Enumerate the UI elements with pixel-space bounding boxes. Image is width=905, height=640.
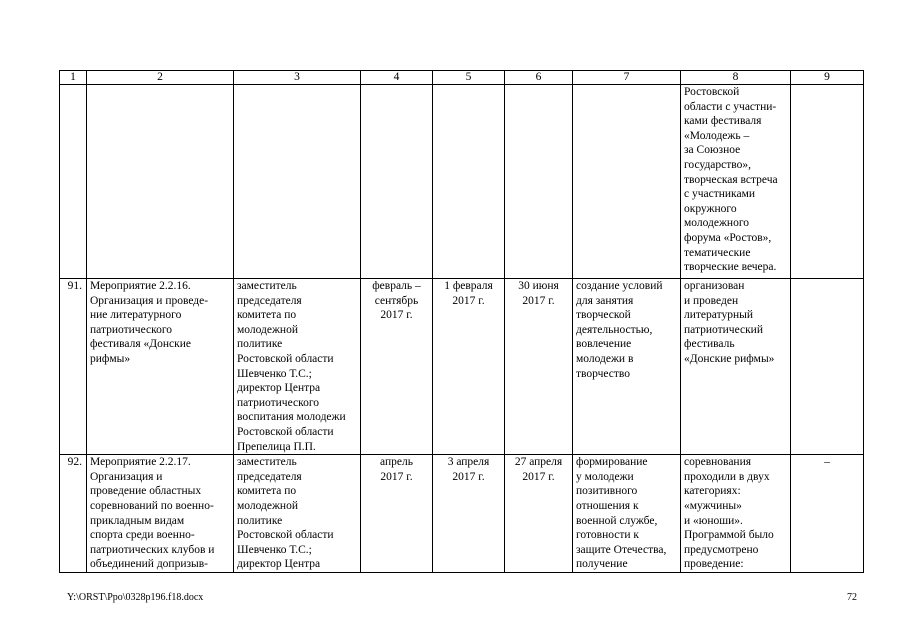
period: апрель 2017 г. xyxy=(361,455,433,573)
responsible: заместитель председателя комитета по молодежной политике Ростовской области Шевченко Т.С.; директор Центра xyxy=(234,455,361,573)
end-date: 30 июня 2017 г. xyxy=(505,279,573,455)
end-date xyxy=(505,85,573,279)
row-number xyxy=(60,85,87,279)
period: февраль – сентябрь 2017 г. xyxy=(361,279,433,455)
note: – xyxy=(791,455,864,573)
note xyxy=(791,85,864,279)
result: Ростовской области с участни- ками фестиваля «Молодежь – за Союзное государство», творческая встреча с участниками окружного молодежного форума «Ростов», тематические творческие вечера. xyxy=(681,85,791,279)
start-date xyxy=(433,85,505,279)
page-number: 72 xyxy=(847,592,857,603)
header-cell: 9 xyxy=(791,71,864,85)
header-cell: 6 xyxy=(505,71,573,85)
goal: создание условий для занятия творческой деятельностью, вовлечение молодежи в творчество xyxy=(573,279,681,455)
responsible: заместитель председателя комитета по молодежной политике Ростовской области Шевченко Т.С.; директор Центра патриотического воспитания молодежи Ростовской области Препелица П.П. xyxy=(234,279,361,455)
header-cell: 3 xyxy=(234,71,361,85)
period xyxy=(361,85,433,279)
goal: формирование у молодежи позитивного отношения к военной службе, готовности к защите Отечества, получение xyxy=(573,455,681,573)
responsible xyxy=(234,85,361,279)
event-name xyxy=(87,85,234,279)
plan-table xyxy=(59,70,864,573)
table-header-row xyxy=(60,71,864,85)
end-date: 27 апреля 2017 г. xyxy=(505,455,573,573)
table-row xyxy=(60,455,864,573)
event-name: Мероприятие 2.2.16. Организация и проведе- ние литературного патриотического фестиваля «Донские рифмы» xyxy=(87,279,234,455)
result: организован и проведен литературный патриотический фестиваль «Донские рифмы» xyxy=(681,279,791,455)
result: соревнования проходили в двух категориях: «мужчины» и «юноши». Программой было предусмотрено проведение: xyxy=(681,455,791,573)
table-row xyxy=(60,85,864,279)
row-number: 91. xyxy=(60,279,87,455)
header-cell: 7 xyxy=(573,71,681,85)
header-cell: 5 xyxy=(433,71,505,85)
event-name: Мероприятие 2.2.17. Организация и проведение областных соревнований по военно- прикладным видам спорта среди военно- патриотических клубов и объединений допризыв- xyxy=(87,455,234,573)
table-row xyxy=(60,279,864,455)
start-date: 3 апреля 2017 г. xyxy=(433,455,505,573)
header-cell: 2 xyxy=(87,71,234,85)
file-path: Y:\ORST\Ppo\0328p196.f18.docx xyxy=(67,592,204,603)
note xyxy=(791,279,864,455)
header-cell: 4 xyxy=(361,71,433,85)
goal xyxy=(573,85,681,279)
header-cell: 1 xyxy=(60,71,87,85)
header-cell: 8 xyxy=(681,71,791,85)
row-number: 92. xyxy=(60,455,87,573)
start-date: 1 февраля 2017 г. xyxy=(433,279,505,455)
